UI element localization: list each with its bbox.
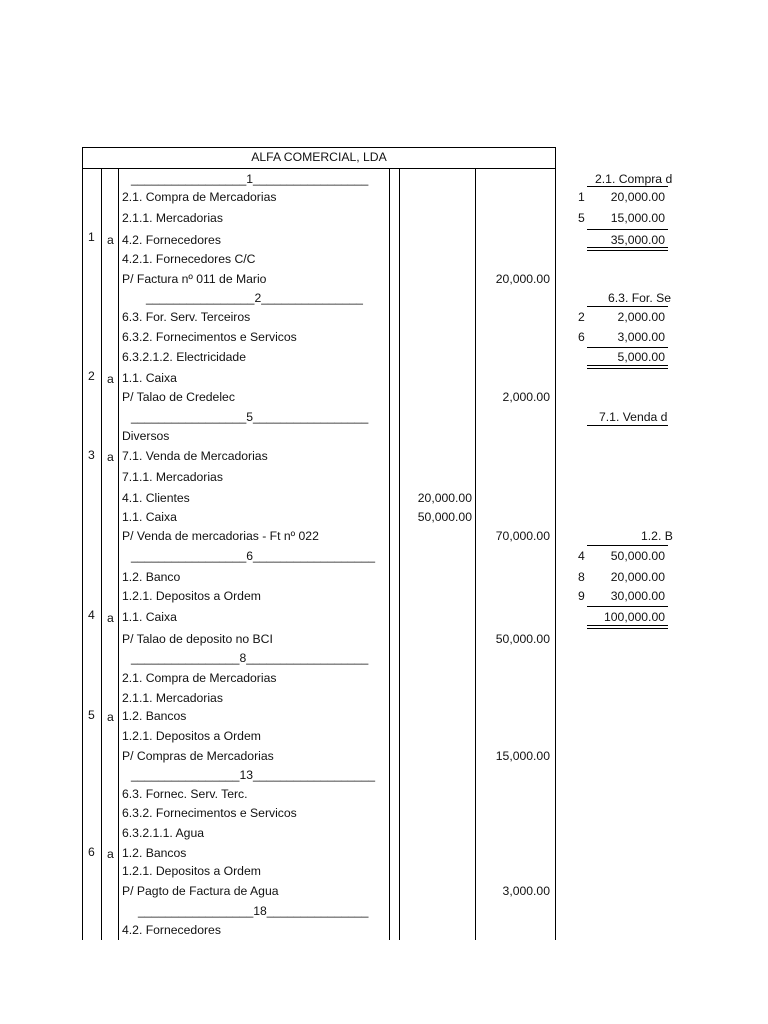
ledger-title-underline — [587, 425, 668, 426]
entry-line: 6.3.2.1.2. Electricidade — [122, 350, 246, 364]
ledger-ref: 1 — [578, 190, 585, 204]
ledger-ref: 4 — [578, 549, 585, 563]
journal-col-sep-right — [118, 168, 119, 940]
entry-line: 2.1. Compra de Mercadorias — [122, 190, 277, 204]
ledger-total-double-line — [587, 625, 668, 629]
entry-separator: a — [107, 710, 114, 724]
entry-line: 6.3. Fornec. Serv. Terc. — [122, 787, 248, 801]
company-title: ALFA COMERCIAL, LDA — [251, 150, 387, 164]
entry-number: 1 — [88, 230, 95, 244]
ledger-ref: 5 — [578, 211, 585, 225]
journal-col-desc-right-a — [389, 168, 390, 940]
entry-line: P/ Talao de deposito no BCI — [122, 632, 273, 646]
entry-number: 3 — [88, 448, 95, 462]
entry-line: 4.2. Fornecedores — [122, 923, 221, 937]
entry-header: ________________2_______________ — [146, 291, 363, 305]
entry-line: 7.1.1. Mercadorias — [122, 470, 223, 484]
entry-line: 6.3.2. Fornecimentos e Servicos — [122, 806, 297, 820]
entry-total: 70,000.00 — [495, 529, 550, 543]
entry-line: P/ Venda de mercadorias - Ft nº 022 — [122, 529, 319, 543]
ledger-account-title: 2.1. Compra d — [595, 172, 673, 186]
ledger-amount: 30,000.00 — [610, 589, 665, 603]
entry-line: 4.1. Clientes — [122, 491, 190, 505]
entry-line: 1.2.1. Depositos a Ordem — [122, 729, 261, 743]
ledger-ref: 8 — [578, 570, 585, 584]
entry-line: 1.2. Bancos — [122, 709, 187, 723]
entry-number: 6 — [88, 845, 95, 859]
journal-col-debit-right — [475, 168, 476, 940]
entry-line: 4.2. Fornecedores — [122, 233, 221, 247]
entry-line: 1.2. Bancos — [122, 846, 187, 860]
entry-total: 3,000.00 — [502, 884, 550, 898]
entry-separator: a — [107, 450, 114, 464]
journal-left-border — [82, 147, 83, 940]
entry-number: 5 — [88, 708, 95, 722]
entry-line: 7.1. Venda de Mercadorias — [122, 449, 268, 463]
ledger-title-underline — [587, 545, 668, 546]
entry-line: 2.1. Compra de Mercadorias — [122, 671, 277, 685]
entry-line: P/ Factura nº 011 de Mario — [122, 272, 267, 286]
entry-line: 1.1. Caixa — [122, 510, 177, 524]
entry-line: 1.1. Caixa — [122, 610, 177, 624]
entry-line: P/ Compras de Mercadorias — [122, 749, 274, 763]
ledger-subtotal-line — [587, 229, 668, 230]
ledger-total: 5,000.00 — [617, 350, 665, 364]
journal-right-border — [555, 147, 556, 940]
entry-number: 2 — [88, 369, 95, 383]
entry-header: _________________5_________________ — [131, 410, 369, 424]
ledger-amount: 20,000.00 — [610, 570, 665, 584]
entry-line: 1.2. Banco — [122, 570, 181, 584]
entry-total: 15,000.00 — [495, 749, 550, 763]
entry-line: 2.1.1. Mercadorias — [122, 211, 223, 225]
ledger-title-underline — [587, 186, 668, 187]
entry-line: 4.2.1. Fornecedores C/C — [122, 252, 256, 266]
entry-header: _________________1_________________ — [131, 172, 369, 186]
ledger-total: 100,000.00 — [604, 610, 665, 624]
entry-debit: 50,000.00 — [417, 510, 472, 524]
ledger-amount: 3,000.00 — [617, 330, 665, 344]
entry-total: 20,000.00 — [495, 272, 550, 286]
ledger-title-underline — [587, 306, 668, 307]
entry-header: _________________6__________________ — [131, 549, 376, 563]
journal-col-num-right — [101, 168, 102, 940]
ledger-ref: 9 — [578, 589, 585, 603]
entry-line: 1.2.1. Depositos a Ordem — [122, 864, 261, 878]
ledger-subtotal-line — [587, 606, 668, 607]
entry-total: 2,000.00 — [502, 390, 550, 404]
entry-line: P/ Pagto de Factura de Agua — [122, 884, 279, 898]
entry-header: ________________13__________________ — [131, 768, 376, 782]
ledger-ref: 2 — [578, 310, 585, 324]
journal-title-border — [82, 168, 556, 169]
entry-line: 2.1.1. Mercadorias — [122, 691, 223, 705]
ledger-total-double-line — [587, 365, 668, 369]
ledger-amount: 50,000.00 — [610, 549, 665, 563]
entry-separator: a — [107, 372, 114, 386]
ledger-account-title: 6.3. For. Se — [608, 291, 672, 305]
entry-line: 1.1. Caixa — [122, 371, 177, 385]
journal-col-desc-right-b — [399, 168, 400, 940]
entry-line: 6.3. For. Serv. Terceiros — [122, 310, 251, 324]
entry-line: 1.2.1. Depositos a Ordem — [122, 589, 261, 603]
entry-number: 4 — [88, 608, 95, 622]
ledger-ref: 6 — [578, 330, 585, 344]
entry-line: P/ Talao de Credelec — [122, 390, 235, 404]
entry-line: 6.3.2. Fornecimentos e Servicos — [122, 330, 297, 344]
ledger-amount: 2,000.00 — [617, 310, 665, 324]
entry-line: Diversos — [122, 429, 170, 443]
ledger-account-title: 1.2. B — [641, 529, 673, 543]
entry-total: 50,000.00 — [495, 632, 550, 646]
entry-separator: a — [107, 611, 114, 625]
ledger-total: 35,000.00 — [610, 233, 665, 247]
entry-debit: 20,000.00 — [417, 491, 472, 505]
entry-separator: a — [107, 233, 114, 247]
ledger-amount: 20,000.00 — [610, 190, 665, 204]
ledger-subtotal-line — [587, 347, 668, 348]
entry-header: _________________18_______________ — [138, 904, 369, 918]
entry-header: ________________8__________________ — [131, 651, 369, 665]
ledger-account-title: 7.1. Venda d — [599, 410, 668, 424]
ledger-total-double-line — [587, 247, 668, 251]
entry-line: 6.3.2.1.1. Agua — [122, 826, 204, 840]
entry-separator: a — [107, 847, 114, 861]
ledger-amount: 15,000.00 — [610, 211, 665, 225]
